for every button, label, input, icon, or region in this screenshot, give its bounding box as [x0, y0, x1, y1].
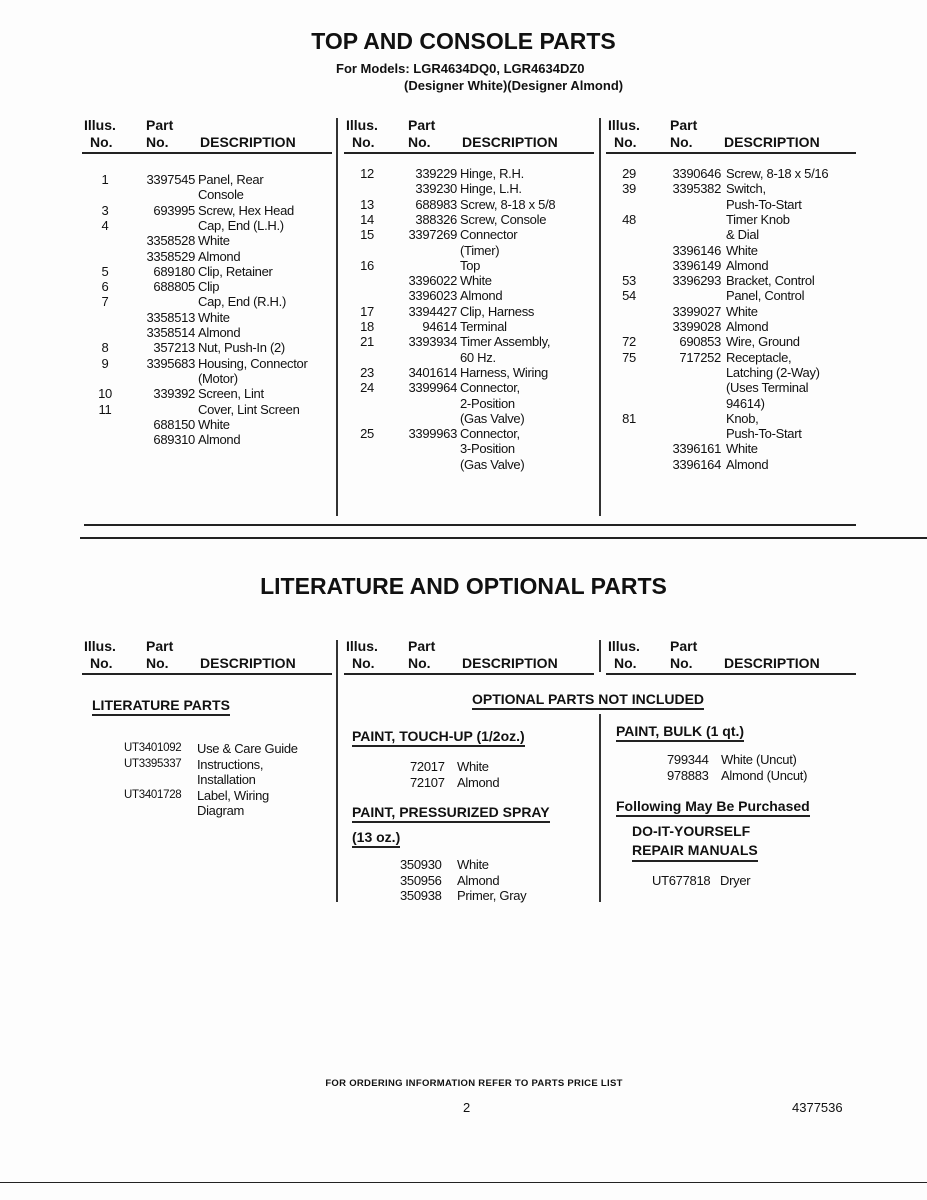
illus-number: 29 [622, 166, 636, 181]
header-description: DESCRIPTION [200, 655, 296, 671]
table-row [0, 319, 927, 334]
header-illus-no: No. [90, 655, 113, 671]
part-description: Screw, Console [460, 211, 547, 227]
header-illus-no: No. [614, 655, 637, 671]
part-description: Switch, [726, 181, 766, 197]
part-description: 2-Position [460, 395, 515, 411]
part-description: Hinge, L.H. [460, 181, 522, 197]
header-part-no: No. [146, 655, 169, 671]
part-number: 3393934 [408, 334, 457, 350]
table-row [0, 273, 927, 288]
header-underline [606, 673, 856, 675]
table-row [0, 411, 927, 426]
part-description: Hinge, R.H. [460, 166, 524, 181]
table-row [0, 212, 927, 227]
part-description: White [460, 273, 492, 289]
part-description: Screen, Lint [198, 386, 264, 402]
part-description: Almond [198, 432, 241, 448]
table-row [0, 380, 927, 395]
part-description: Dryer [720, 873, 751, 888]
part-description: White [726, 242, 758, 258]
literature-parts-heading: LITERATURE PARTS [92, 697, 230, 716]
part-description: & Dial [726, 227, 759, 243]
part-number: 3396164 [672, 456, 721, 472]
ordering-note: FOR ORDERING INFORMATION REFER TO PARTS PRICE LIST [325, 1078, 623, 1089]
part-number: 3390646 [672, 166, 721, 181]
part-description: Wire, Ground [726, 334, 800, 350]
part-description: (Gas Valve) [460, 456, 525, 472]
part-description: Screw, 8-18 x 5/16 [726, 166, 829, 181]
part-description: White [726, 441, 758, 457]
table-row [0, 365, 927, 380]
header-illus-no: Illus. [346, 638, 378, 654]
spray-heading: PAINT, PRESSURIZED SPRAY [352, 804, 550, 823]
illus-number: 39 [622, 181, 636, 197]
document-number: 4377536 [792, 1100, 843, 1115]
illus-number: 9 [101, 355, 109, 371]
part-description: Clip, Retainer [198, 263, 273, 279]
header-illus-no: No. [352, 655, 375, 671]
illus-number: 25 [360, 426, 374, 442]
header-underline [82, 152, 332, 154]
part-description: White [457, 857, 489, 872]
header-part-no: No. [670, 134, 693, 150]
part-description: Almond [198, 325, 241, 340]
part-description: Almond [457, 872, 500, 888]
part-description: Almond [726, 319, 769, 334]
part-number: 693995 [153, 202, 195, 218]
literature-description: Instructions, [197, 756, 264, 772]
header-part-no: Part [146, 638, 174, 654]
part-description: Terminal [460, 319, 507, 334]
part-description: Almond [726, 456, 769, 472]
part-description: Clip [198, 279, 220, 295]
literature-description: Diagram [197, 803, 245, 818]
illus-number: 24 [360, 380, 374, 396]
illus-number: 75 [622, 349, 636, 365]
header-illus-no: No. [614, 134, 637, 150]
table-row [0, 197, 927, 212]
table-row [0, 350, 927, 365]
illus-number: 11 [98, 401, 112, 417]
colors-line: (Designer White)(Designer Almond) [404, 78, 624, 93]
part-number: 3358513 [146, 309, 195, 325]
touchup-heading: PAINT, TOUCH-UP (1/2oz.) [352, 728, 525, 747]
illus-number: 13 [360, 196, 374, 212]
part-number: 94614 [422, 319, 457, 334]
part-number: 3396149 [672, 257, 721, 273]
illus-number: 53 [622, 273, 636, 289]
table-row [0, 288, 927, 303]
part-number: 3395382 [672, 181, 721, 197]
part-description: Nut, Push-In (2) [198, 340, 285, 356]
part-description: White [198, 309, 230, 325]
part-description: Push-To-Start [726, 426, 802, 442]
illus-number: 81 [622, 410, 636, 426]
illus-number: 12 [360, 166, 374, 181]
header-illus-no: Illus. [84, 117, 116, 133]
part-number: 339392 [153, 386, 195, 402]
models-line: For Models: LGR4634DQ0, LGR4634DZ0 [336, 61, 585, 76]
table-row [0, 243, 927, 258]
illus-number: 18 [360, 319, 374, 334]
header-description: DESCRIPTION [462, 655, 558, 671]
page-number: 2 [463, 1100, 471, 1115]
part-number: 3399028 [672, 319, 721, 334]
part-description: Almond [726, 257, 769, 273]
table-row [0, 227, 927, 242]
spray-heading-size: (13 oz.) [352, 829, 400, 848]
part-number: 3399963 [408, 426, 457, 442]
part-description: (Motor) [198, 370, 238, 386]
table-row [0, 334, 927, 349]
part-description: White [198, 233, 230, 249]
part-description: Clip, Harness [460, 303, 535, 319]
header-part-no: Part [408, 117, 436, 133]
header-illus-no: Illus. [608, 117, 640, 133]
part-number: 717252 [679, 349, 721, 365]
illus-number: 7 [101, 294, 109, 310]
part-number: 689180 [153, 263, 195, 279]
illus-number: 10 [98, 386, 112, 402]
part-description: White [457, 759, 489, 774]
column-divider [599, 640, 601, 672]
part-description: Receptacle, [726, 349, 792, 365]
part-description: Almond [198, 248, 241, 264]
part-description: Latching (2-Way) [726, 364, 820, 380]
header-description: DESCRIPTION [200, 134, 296, 150]
part-description: Knob, [726, 410, 759, 426]
header-underline [606, 152, 856, 154]
header-part-no: No. [670, 655, 693, 671]
table-row [0, 258, 927, 273]
part-description: Connector [460, 227, 518, 243]
part-number: 3358529 [146, 248, 195, 264]
header-part-no: No. [408, 134, 431, 150]
illus-number: 3 [101, 202, 109, 218]
part-description: 3-Position [460, 441, 515, 457]
header-underline [344, 152, 594, 154]
literature-description: Installation [197, 772, 256, 787]
part-description: Almond [460, 288, 503, 304]
section-divider [80, 537, 927, 539]
part-number: 357213 [153, 340, 195, 356]
section-divider [84, 524, 856, 526]
literature-description: Use & Care Guide [197, 741, 298, 756]
header-illus-no: Illus. [84, 638, 116, 654]
illus-number: 72 [622, 334, 636, 350]
header-illus-no: No. [352, 134, 375, 150]
illus-number: 15 [360, 227, 374, 243]
illus-number: 6 [101, 279, 109, 295]
part-number: 388326 [415, 211, 457, 227]
diy-heading-line2: REPAIR MANUALS [632, 842, 758, 858]
illus-number: 1 [101, 172, 109, 187]
header-part-no: Part [146, 117, 174, 133]
diy-heading-line1: DO-IT-YOURSELF [632, 823, 751, 839]
illus-number: 8 [101, 340, 109, 356]
part-number: 72107 [410, 774, 445, 790]
header-underline [82, 673, 332, 675]
part-description: Harness, Wiring [460, 364, 548, 380]
illus-number: 23 [360, 364, 374, 380]
part-description: Cap, End (R.H.) [198, 294, 286, 310]
illus-number: 4 [101, 217, 109, 233]
part-number: 3399027 [672, 303, 721, 319]
part-number: 3396293 [672, 273, 721, 289]
header-part-no: No. [146, 134, 169, 150]
table-row [0, 181, 927, 196]
part-description: Push-To-Start [726, 196, 802, 212]
diy-heading [632, 822, 758, 862]
part-description: Top [460, 257, 481, 273]
header-part-no: Part [670, 638, 698, 654]
part-number: 3401614 [408, 364, 457, 380]
part-number: 72017 [410, 759, 445, 774]
part-description: White [198, 416, 230, 432]
table-row [0, 457, 927, 472]
purchase-heading: Following May Be Purchased [616, 798, 810, 817]
illus-number: 14 [360, 211, 374, 227]
table-row [0, 441, 927, 456]
part-description: White [726, 303, 758, 319]
column-divider [336, 640, 338, 902]
part-description: (Timer) [460, 242, 500, 258]
part-number: 799344 [667, 752, 709, 767]
illus-number: 16 [360, 257, 374, 273]
header-description: DESCRIPTION [462, 134, 558, 150]
part-description: 94614) [726, 395, 765, 411]
header-illus-no: Illus. [346, 117, 378, 133]
part-description: Timer Assembly, [460, 334, 551, 350]
part-description: Panel, Control [726, 288, 805, 304]
header-illus-no: No. [90, 134, 113, 150]
part-number: 3396161 [672, 441, 721, 457]
part-number: 978883 [667, 767, 709, 783]
part-description: Cap, End (L.H.) [198, 217, 284, 233]
literature-section-title: LITERATURE AND OPTIONAL PARTS [260, 573, 667, 599]
literature-part-number: UT3395337 [124, 757, 182, 770]
part-description: Cover, Lint Screen [198, 401, 300, 417]
part-description: Connector, [460, 426, 520, 442]
part-description: Timer Knob [726, 211, 790, 227]
header-underline [344, 673, 594, 675]
part-number: 3394427 [408, 303, 457, 319]
header-part-no: No. [408, 655, 431, 671]
part-number: 350956 [400, 872, 442, 888]
illus-number: 48 [622, 211, 636, 227]
part-number: 688805 [153, 279, 195, 295]
header-illus-no: Illus. [608, 638, 640, 654]
part-description: (Gas Valve) [460, 410, 525, 426]
part-number: 339230 [415, 181, 457, 197]
part-number: 3396023 [408, 288, 457, 304]
part-number: 688983 [415, 196, 457, 212]
part-number: 3358528 [146, 233, 195, 249]
part-description: Primer, Gray [457, 888, 527, 903]
part-description: Bracket, Control [726, 273, 815, 289]
part-description: Screw, Hex Head [198, 202, 294, 218]
illus-number: 54 [622, 288, 636, 304]
part-description: Screw, 8-18 x 5/8 [460, 196, 556, 212]
illus-number: 5 [101, 263, 109, 279]
illus-number: 17 [360, 303, 374, 319]
part-number: UT677818 [652, 873, 711, 888]
part-description: Console [198, 187, 244, 203]
part-description: White (Uncut) [721, 752, 797, 767]
part-number: 690853 [679, 334, 721, 350]
literature-part-number: UT3401728 [124, 788, 182, 801]
header-part-no: Part [670, 117, 698, 133]
part-number: 3396022 [408, 273, 457, 289]
optional-parts-heading: OPTIONAL PARTS NOT INCLUDED [472, 691, 704, 710]
part-number: 3397269 [408, 227, 457, 243]
part-number: 688150 [153, 416, 195, 432]
table-row [0, 166, 927, 181]
part-description: 60 Hz. [460, 349, 496, 365]
bottom-rule [0, 1182, 927, 1183]
table-row [0, 304, 927, 319]
part-description: Connector, [460, 380, 520, 396]
part-description: Almond [457, 774, 500, 790]
literature-description: Label, Wiring [197, 787, 269, 803]
part-description: Panel, Rear [198, 172, 264, 187]
bulk-heading: PAINT, BULK (1 qt.) [616, 723, 744, 742]
part-number: 3399964 [408, 380, 457, 396]
table-row [0, 396, 927, 411]
header-description: DESCRIPTION [724, 134, 820, 150]
part-description: Almond (Uncut) [721, 767, 808, 783]
part-number: 3358514 [146, 325, 195, 340]
part-description: Housing, Connector [198, 355, 308, 371]
illus-number: 21 [360, 334, 374, 350]
part-number: 3397545 [146, 172, 195, 187]
top-section-title: TOP AND CONSOLE PARTS [311, 28, 616, 54]
table-row [0, 426, 927, 441]
part-number: 350938 [400, 888, 442, 903]
part-number: 689310 [153, 432, 195, 448]
part-description: (Uses Terminal [726, 380, 809, 396]
part-number: 3396146 [672, 242, 721, 258]
part-number: 3395683 [146, 355, 195, 371]
header-description: DESCRIPTION [724, 655, 820, 671]
column-divider [599, 714, 601, 902]
part-number: 350930 [400, 857, 442, 872]
header-part-no: Part [408, 638, 436, 654]
part-number: 339229 [415, 166, 457, 181]
literature-part-number: UT3401092 [124, 742, 182, 754]
